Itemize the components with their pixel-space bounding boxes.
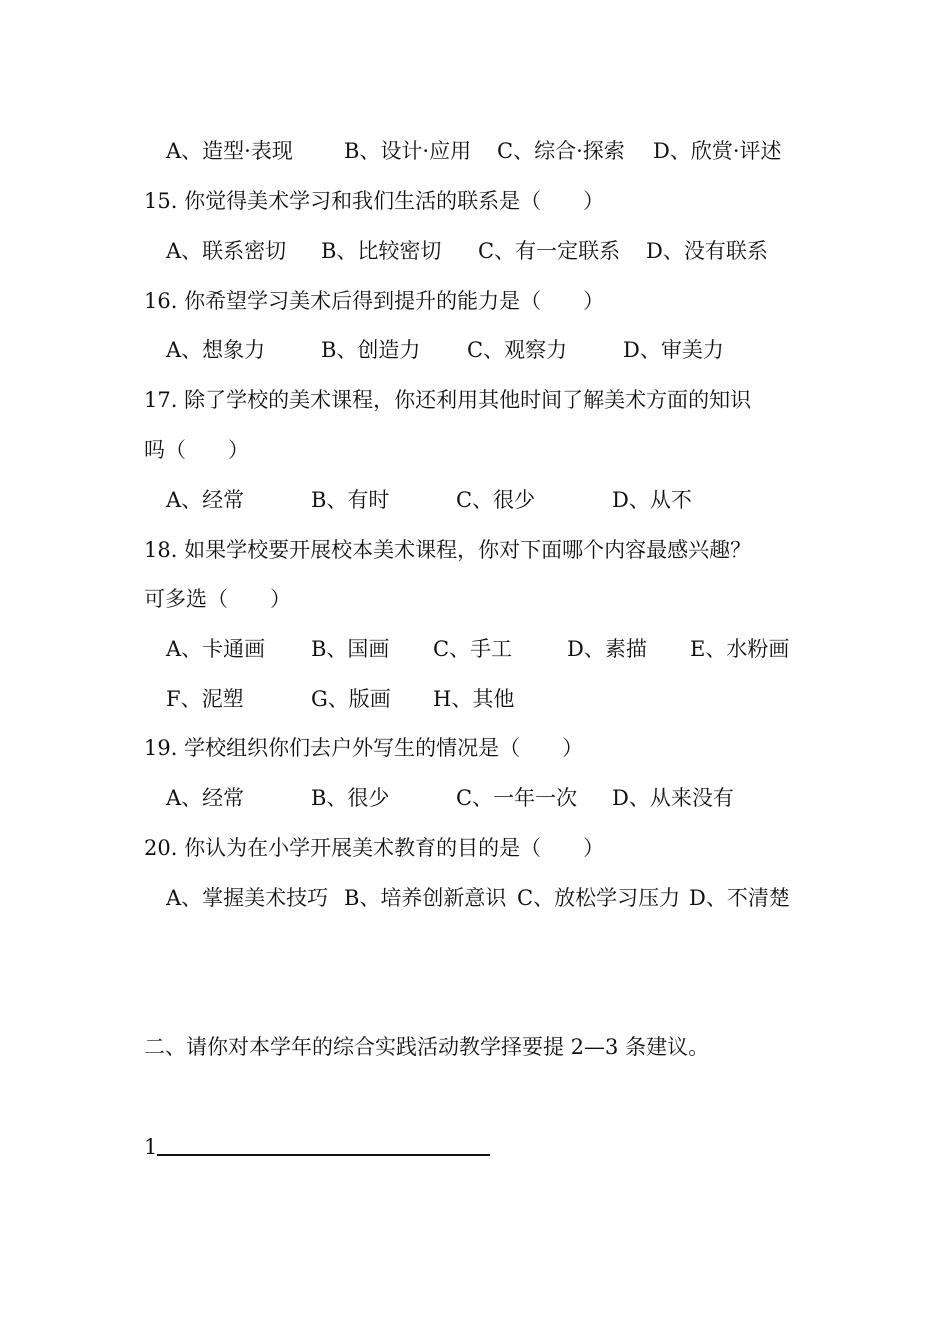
q14-option-d[interactable]: D、欣赏·评述 xyxy=(653,139,782,163)
q17-option-d[interactable]: D、从不 xyxy=(612,488,692,512)
q19-option-d[interactable]: D、从来没有 xyxy=(612,786,734,810)
q16-option-b[interactable]: B、创造力 xyxy=(321,338,421,362)
q14-option-b[interactable]: B、设计·应用 xyxy=(344,139,472,163)
q19-option-b[interactable]: B、很少 xyxy=(311,786,390,810)
q18-question-line2: 可多选（ ） xyxy=(144,587,291,611)
q20-option-a[interactable]: A、掌握美术技巧 xyxy=(166,886,329,910)
q16-option-a[interactable]: A、想象力 xyxy=(166,338,266,362)
q18-option-a[interactable]: A、卡通画 xyxy=(166,637,266,661)
q17-option-b[interactable]: B、有时 xyxy=(311,488,390,512)
answer-blank-1-underline xyxy=(157,1154,490,1156)
q18-option-d[interactable]: D、素描 xyxy=(567,637,647,661)
q16-question: 16. 你希望学习美术后得到提升的能力是（ ） xyxy=(144,289,605,313)
q18-question-line1: 18. 如果学校要开展校本美术课程，你对下面哪个内容最感兴趣？ xyxy=(144,538,752,562)
q15-option-c[interactable]: C、有一定联系 xyxy=(478,239,621,263)
q15-question: 15. 你觉得美术学习和我们生活的联系是（ ） xyxy=(144,189,605,213)
q19-option-a[interactable]: A、经常 xyxy=(166,786,245,810)
q18-option-e[interactable]: E、水粉画 xyxy=(690,637,790,661)
q17-question-line1: 17. 除了学校的美术课程，你还利用其他时间了解美术方面的知识 xyxy=(144,388,752,412)
q18-option-h[interactable]: H、其他 xyxy=(433,687,515,711)
q18-option-g[interactable]: G、版画 xyxy=(311,687,391,711)
q18-option-c[interactable]: C、手工 xyxy=(433,637,513,661)
q17-question-line2: 吗（ ） xyxy=(144,438,249,462)
q16-option-c[interactable]: C、观察力 xyxy=(467,338,568,362)
q15-option-a[interactable]: A、联系密切 xyxy=(166,239,287,263)
q20-option-d[interactable]: D、不清楚 xyxy=(689,886,790,910)
q17-option-c[interactable]: C、很少 xyxy=(456,488,536,512)
q20-question: 20. 你认为在小学开展美术教育的目的是（ ） xyxy=(144,836,605,860)
q18-option-f[interactable]: F、泥塑 xyxy=(166,687,244,711)
q19-question: 19. 学校组织你们去户外写生的情况是（ ） xyxy=(144,736,584,760)
q17-option-a[interactable]: A、经常 xyxy=(166,488,245,512)
q15-option-b[interactable]: B、比较密切 xyxy=(321,239,442,263)
q20-option-b[interactable]: B、培养创新意识 xyxy=(344,886,507,910)
q20-option-c[interactable]: C、放松学习压力 xyxy=(517,886,681,910)
answer-blank-1-number: 1 xyxy=(144,1135,158,1159)
q18-option-b[interactable]: B、国画 xyxy=(311,637,390,661)
q15-option-d[interactable]: D、没有联系 xyxy=(646,239,768,263)
q14-option-c[interactable]: C、综合·探索 xyxy=(497,139,625,163)
q20-options xyxy=(166,884,790,1024)
q16-option-d[interactable]: D、审美力 xyxy=(623,338,724,362)
q19-option-c[interactable]: C、一年一次 xyxy=(456,786,578,810)
q14-option-a[interactable]: A、造型·表现 xyxy=(166,139,293,163)
section2-heading: 二、请你对本学年的综合实践活动教学择要提 2—3 条建议。 xyxy=(144,1035,710,1059)
